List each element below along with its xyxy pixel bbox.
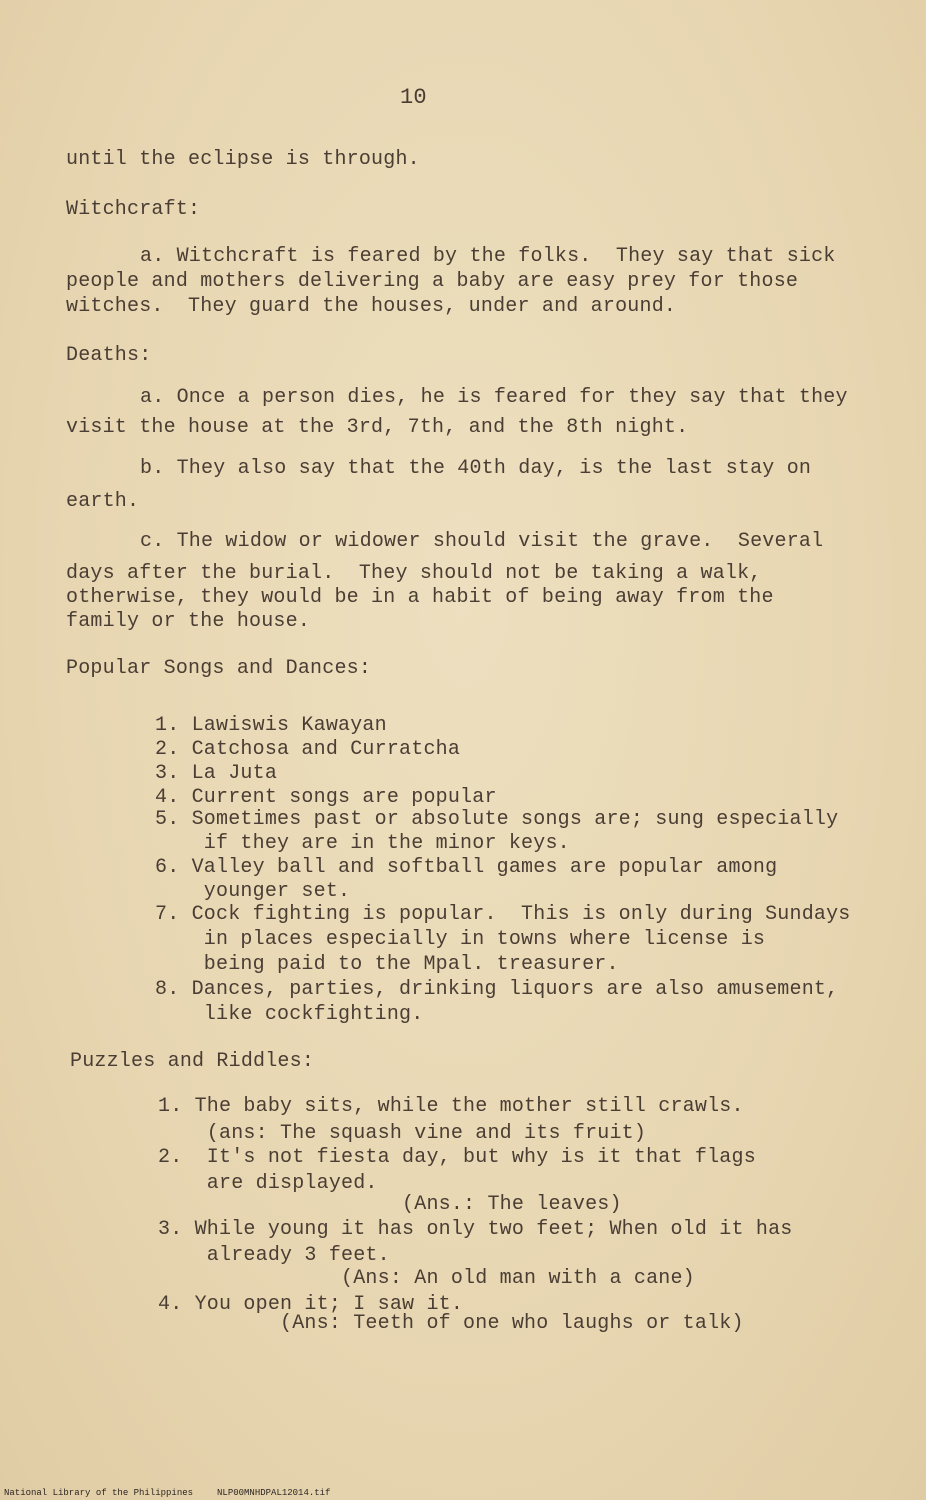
- page-number: 10: [400, 85, 427, 110]
- deaths-para-c-line: days after the burial. They should not be taking a walk,: [66, 562, 762, 585]
- opening-line: until the eclipse is through.: [66, 148, 420, 171]
- riddle-answer: (Ans: Teeth of one who laughs or talk): [158, 1312, 744, 1335]
- witchcraft-heading: Witchcraft:: [66, 198, 201, 221]
- riddle-item-continued: are displayed.: [158, 1172, 378, 1195]
- deaths-para-c-line: otherwise, they would be in a habit of being away from the: [66, 586, 774, 609]
- songs-heading: Popular Songs and Dances:: [66, 657, 372, 680]
- footer-library: National Library of the Philippines: [4, 1488, 194, 1498]
- deaths-para-b-line: b. They also say that the 40th day, is the last stay on: [140, 457, 812, 480]
- scan-footer: [4, 1488, 354, 1498]
- deaths-para-c-line: c. The widow or widower should visit the grave. Several: [140, 530, 824, 553]
- witchcraft-para-a-line: witches. They guard the houses, under and around.: [66, 295, 677, 318]
- deaths-heading: Deaths:: [66, 344, 152, 367]
- riddle-item: 1. The baby sits, while the mother still crawls.: [158, 1095, 744, 1118]
- riddle-item: 4. You open it; I saw it.: [158, 1293, 464, 1316]
- songs-item: 2. Catchosa and Curratcha: [155, 738, 461, 761]
- songs-item: 8. Dances, parties, drinking liquors are also amusement,: [155, 978, 839, 1001]
- riddle-answer: (Ans: An old man with a cane): [158, 1267, 695, 1290]
- songs-item: 7. Cock fighting is popular. This is only during Sundays: [155, 903, 851, 926]
- riddle-answer: (Ans.: The leaves): [158, 1193, 622, 1216]
- deaths-para-b-line: earth.: [66, 490, 140, 513]
- songs-item: 5. Sometimes past or absolute songs are; sung especially: [155, 808, 839, 831]
- songs-item-continued: in places especially in towns where license is: [155, 928, 766, 951]
- deaths-para-a-line: a. Once a person dies, he is feared for they say that they: [140, 386, 848, 409]
- songs-item-continued: being paid to the Mpal. treasurer.: [155, 953, 619, 976]
- deaths-para-c-line: family or the house.: [66, 610, 311, 633]
- witchcraft-para-a-line: a. Witchcraft is feared by the folks. They say that sick: [140, 245, 836, 268]
- deaths-para-a-line: visit the house at the 3rd, 7th, and the 8th night.: [66, 416, 689, 439]
- riddle-item-continued: already 3 feet.: [158, 1244, 390, 1267]
- songs-item-continued: if they are in the minor keys.: [155, 832, 570, 855]
- riddle-answer: (ans: The squash vine and its fruit): [158, 1122, 647, 1145]
- witchcraft-para-a-line: people and mothers delivering a baby are easy prey for those: [66, 270, 799, 293]
- riddles-heading: Puzzles and Riddles:: [70, 1050, 315, 1073]
- songs-item: 6. Valley ball and softball games are popular among: [155, 856, 778, 879]
- songs-item-continued: like cockfighting.: [155, 1003, 424, 1026]
- songs-item-continued: younger set.: [155, 880, 351, 903]
- songs-item: 4. Current songs are popular: [155, 786, 497, 809]
- songs-item: 3. La Juta: [155, 762, 278, 785]
- riddle-item: 2. It's not fiesta day, but why is it that flags: [158, 1146, 756, 1169]
- riddle-item: 3. While young it has only two feet; When old it has: [158, 1218, 793, 1241]
- footer-filename: NLP00MNHDPAL12014.tif: [217, 1488, 331, 1498]
- songs-item: 1. Lawiswis Kawayan: [155, 714, 387, 737]
